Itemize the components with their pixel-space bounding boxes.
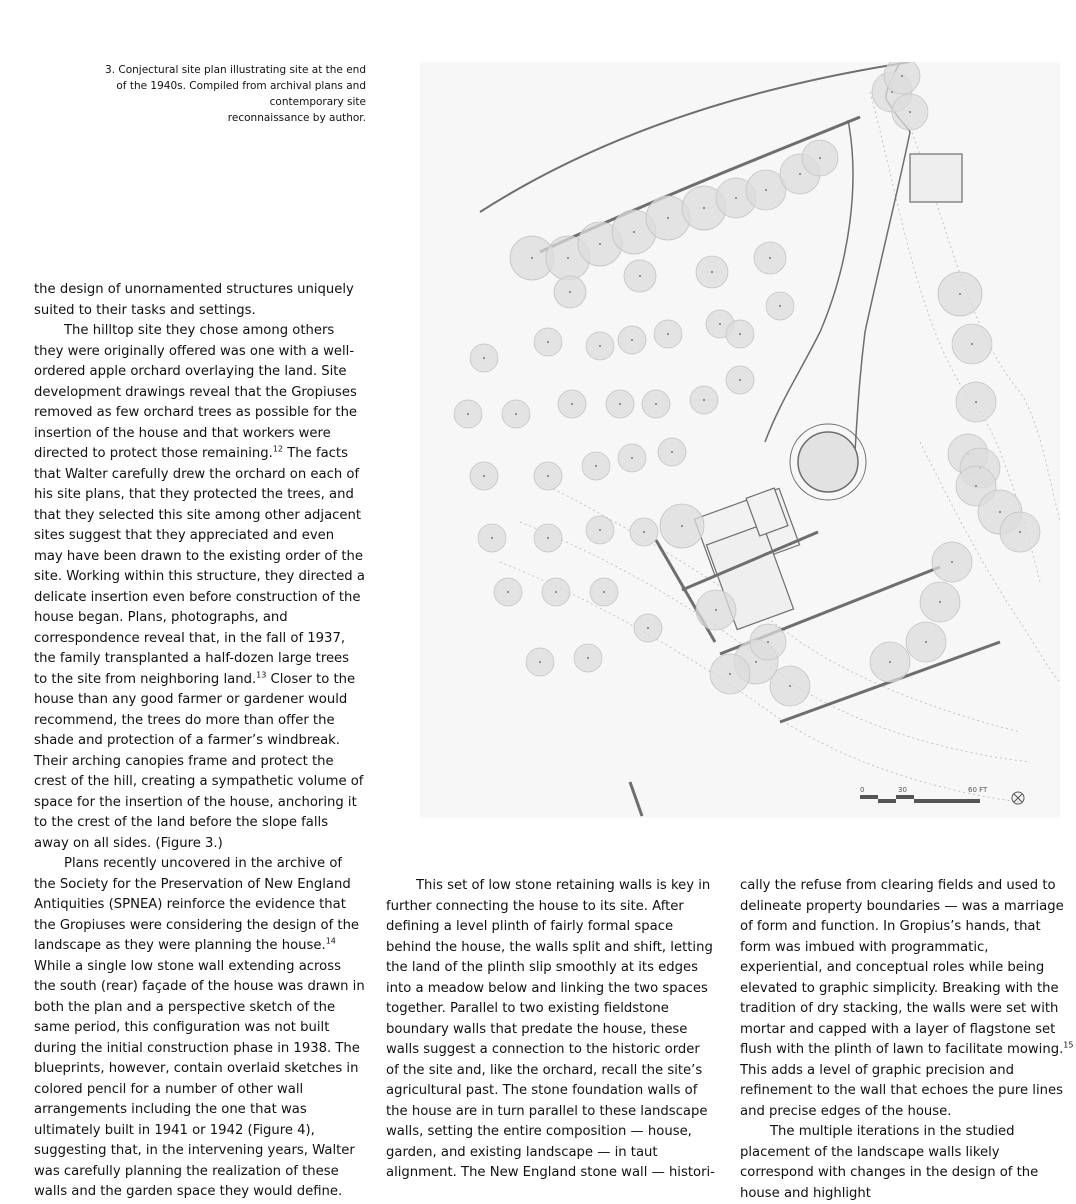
turning-circle: [798, 432, 858, 492]
figure-caption: [40, 62, 366, 126]
tree-trunk-dot: [819, 157, 821, 159]
tree-trunk-dot: [769, 257, 771, 259]
tree-trunk-dot: [729, 673, 731, 675]
tree-trunk-dot: [647, 627, 649, 629]
tree-trunk-dot: [1019, 531, 1021, 533]
caption-line-3: reconnaissance by author.: [227, 112, 366, 124]
tree-trunk-dot: [703, 207, 705, 209]
tree-trunk-dot: [619, 403, 621, 405]
col1-paragraph-3: Plans recently uncovered in the archive of the Society for the Preservation of New England Antiquities (SPNEA) reinforce the evidence that the Gropiuses were considering the design of the landscape as they were planning the house.$^{14}$ While a single low stone wall extending across the south (rear) façade of the house was drawn in both the plan and a perspective sketch of the same period, this configuration was not built during the initial construction phase in 1938. The blueprints, however, contain overlaid sketches in colored pencil for a number of other wall arrangements including the one that was ultimately built in 1941 or 1942 (Figure 4), suggesting that, in the intervening years, Walter was carefully planning the realization of these walls and the garden space they would define.: [34, 856, 365, 1199]
tree-trunk-dot: [467, 413, 469, 415]
caption-line-1: 3. Conjectural site plan illustrating site at the end: [105, 64, 366, 76]
col3-paragraph-1: cally the refuse from clearing fields and used to delineate property boundaries — was a marriage of form and function. In Gropius’s hands, that form was imbued with programmatic, experiential, and conceptual roles while being elevated to graphic simplicity. Breaking with the tradition of dry stacking, the walls were set with mortar and capped with a layer of flagstone set flush with the plinth of lawn to facilitate mowing.$^{15}$ This adds a level of graphic precision and refinement to the wall that echoes the pure lines and precise edges of the house.: [740, 878, 1074, 1119]
tree-trunk-dot: [639, 275, 641, 277]
drive-east-edge: [855, 132, 910, 452]
tree-trunk-dot: [901, 75, 903, 77]
footnote-ref-14: 14: [325, 936, 336, 946]
text-column-2: [386, 876, 716, 1184]
tree-trunk-dot: [631, 339, 633, 341]
tree-trunk-dot: [655, 403, 657, 405]
tree-trunk-dot: [739, 333, 741, 335]
tree-trunk-dot: [799, 173, 801, 175]
tree-trunk-dot: [959, 293, 961, 295]
caption-line-2: of the 1940s. Compiled from archival plans and contemporary site: [116, 80, 366, 108]
tree-trunk-dot: [631, 457, 633, 459]
tree-trunk-dot: [599, 345, 601, 347]
tree-trunk-dot: [767, 641, 769, 643]
footnote-ref-12: 12: [272, 444, 284, 454]
tree-trunk-dot: [971, 343, 973, 345]
tree-trunk-dot: [599, 529, 601, 531]
col3-paragraph-2: The multiple iterations in the studied placement of the landscape walls likely correspond with changes in the design of the house and highlight: [740, 1124, 1039, 1201]
tree-trunk-dot: [765, 189, 767, 191]
scale-label-0: 0: [860, 786, 865, 794]
tree-trunk-dot: [703, 399, 705, 401]
footnote-ref-15: 15: [1063, 1040, 1074, 1050]
tree-trunk-dot: [539, 661, 541, 663]
tree-trunk-dot: [889, 661, 891, 663]
tree-trunk-dot: [603, 591, 605, 593]
tree-trunk-dot: [547, 537, 549, 539]
tree-trunk-dot: [567, 257, 569, 259]
tree-trunk-dot: [739, 379, 741, 381]
scale-label-30: 30: [898, 786, 907, 794]
tree-trunk-dot: [515, 413, 517, 415]
tree-trunk-dot: [735, 197, 737, 199]
tree-trunk-dot: [491, 537, 493, 539]
tree-trunk-dot: [789, 685, 791, 687]
scale-bar: [860, 786, 988, 803]
tree-trunk-dot: [483, 475, 485, 477]
tree-trunk-dot: [711, 271, 713, 273]
tree-trunk-dot: [999, 511, 1001, 513]
tree-trunk-dot: [755, 661, 757, 663]
tree-trunk-dot: [681, 525, 683, 527]
tree-trunk-dot: [571, 403, 573, 405]
tree-trunk-dot: [547, 475, 549, 477]
tree-trunk-dot: [671, 451, 673, 453]
tree-trunk-dot: [939, 601, 941, 603]
tree-trunk-dot: [633, 231, 635, 233]
tree-trunk-dot: [909, 111, 911, 113]
tree-trunk-dot: [667, 333, 669, 335]
tree-trunk-dot: [555, 591, 557, 593]
col2-paragraph-1: This set of low stone retaining walls is key in further connecting the house to its site. After defining a level plinth of fairly formal space behind the house, the walls split and shift, letting the land of the plinth slip smoothly at its edges into a meadow below and linking the two spaces together. Parallel to two existing fieldstone boundary walls that predate the house, these walls suggest a connection to the historic order of the site and, like the orchard, recall the site’s agricultural past. The stone foundation walls of the house are in turn parallel to these landscape walls, setting the entire composition — house, garden, and existing landscape — in taut alignment. The New England stone wall — histori-: [386, 878, 715, 1180]
tree-trunk-dot: [715, 609, 717, 611]
tree-trunk-dot: [779, 305, 781, 307]
tree-trunk-dot: [531, 257, 533, 259]
tree-trunk-dot: [547, 341, 549, 343]
tree-trunk-dot: [719, 323, 721, 325]
site-plan-drawing: [420, 62, 1060, 818]
tree-trunk-dot: [925, 641, 927, 643]
tree-trunk-dot: [599, 243, 601, 245]
tree-trunk-dot: [483, 357, 485, 359]
tree-trunk-dot: [569, 291, 571, 293]
col1-paragraph-2: The hilltop site they chose among others they were originally offered was one with a well-ordered apple orchard overlaying the land. Site development drawings reveal that the Gropiuses removed as few orchard trees as possible for the insertion of the house and that workers were directed to protect those remaining.$^{12}$ The facts that Walter carefully drew the orchard on each of his site plans, that they protected the trees, and that they selected this site among other adjacent sites suggest that they appreciated and even may have been drawn to the existing order of the site. Working within this structure, they directed a delicate insertion even before construction of the house began. Plans, photographs, and correspondence reveal that, in the fall of 1937, the family transplanted a half-dozen large trees to the site from neighboring land.$^{13}$ Closer to the house than any good farmer or gardener would recommend, the trees do more than offer the shade and protection of a farmer’s windbreak. Their arching canopies frame and protect the crest of the hill, creating a sympathetic volume of space for the insertion of the house, anchoring it to the crest of the land before the slope falls away on all sides. (Figure 3.): [34, 323, 365, 851]
tree-trunk-dot: [595, 465, 597, 467]
col1-paragraph-1: the design of unornamented structures uniquely suited to their tasks and settings.: [34, 282, 354, 318]
tree-trunk-dot: [643, 531, 645, 533]
tree-trunk-dot: [951, 561, 953, 563]
tree-trunk-dot: [975, 485, 977, 487]
tree-trunk-dot: [587, 657, 589, 659]
text-column-3: [740, 876, 1074, 1204]
north-arrow-icon: [1012, 792, 1024, 804]
garage-square: [910, 154, 962, 202]
orchard-tree: [884, 62, 920, 94]
text-column-1: [34, 280, 366, 1203]
tree-trunk-dot: [507, 591, 509, 593]
tree-trunk-dot: [975, 401, 977, 403]
scale-label-60: 60 FT: [968, 786, 988, 794]
footnote-ref-13: 13: [256, 670, 267, 680]
site-plan-figure: [420, 62, 1060, 818]
tree-trunk-dot: [667, 217, 669, 219]
